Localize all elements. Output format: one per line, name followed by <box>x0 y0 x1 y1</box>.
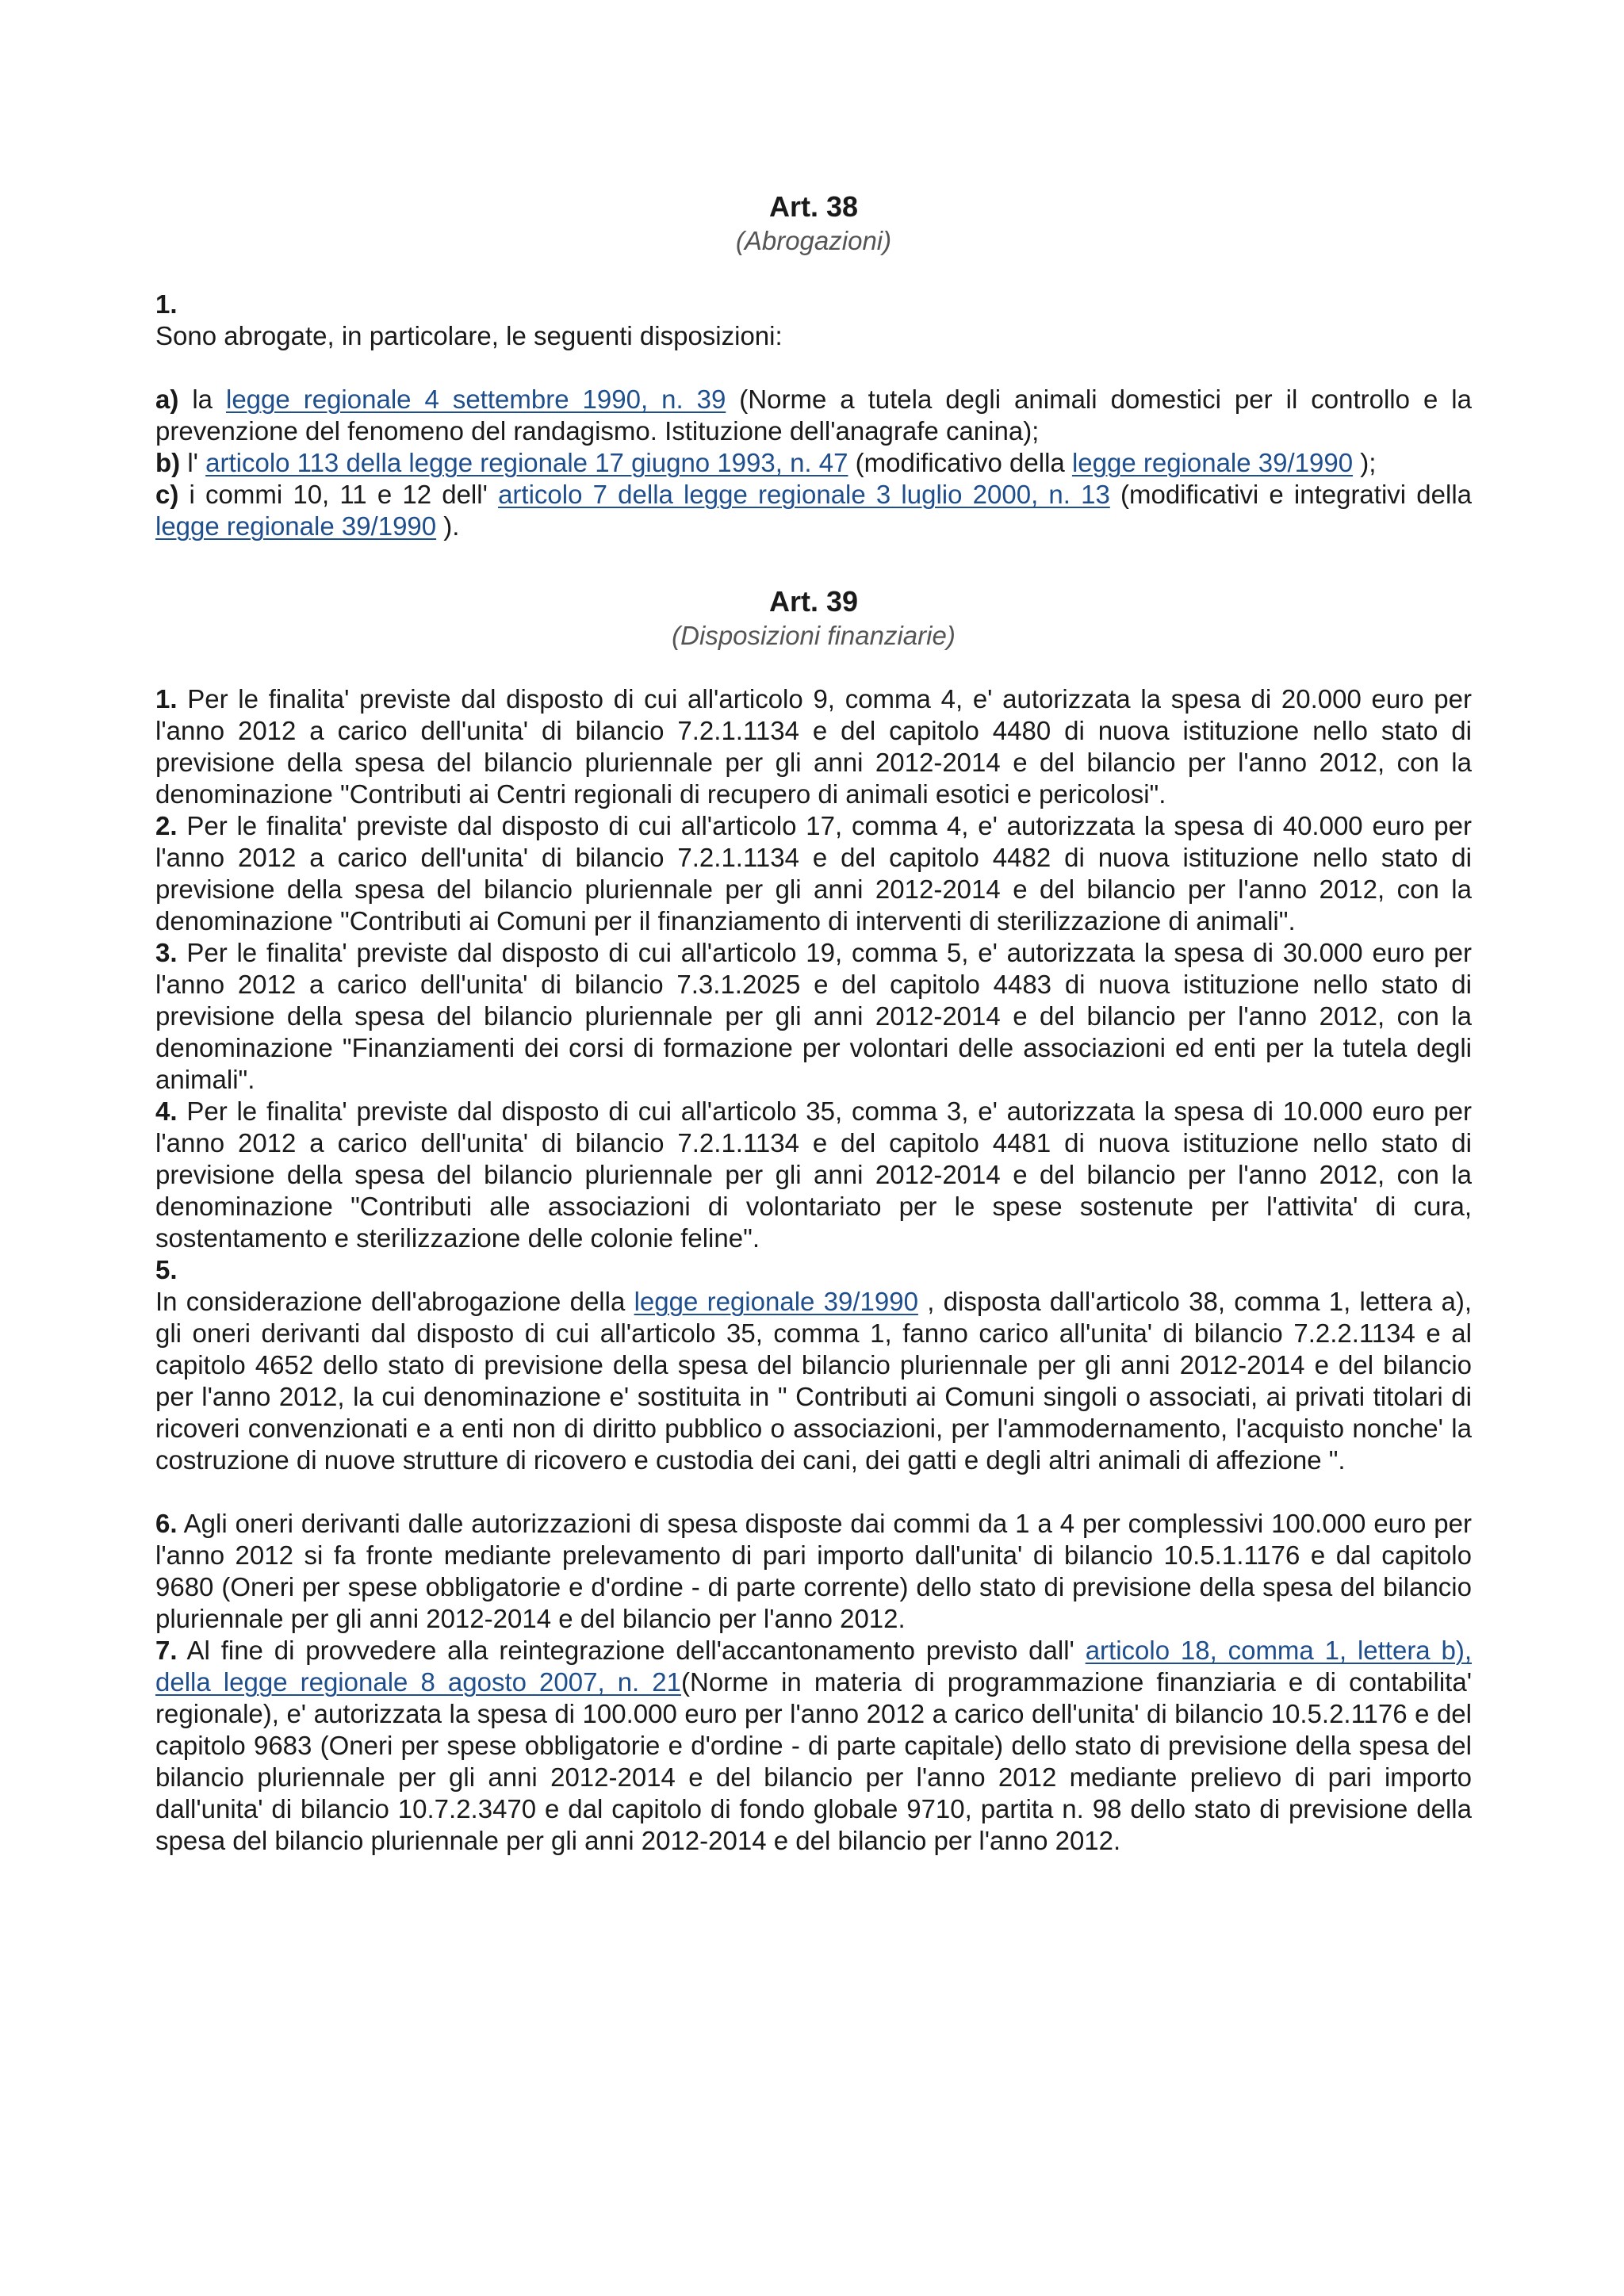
law-link[interactable]: articolo 113 della legge regionale 17 giugno 1993, n. 47 <box>205 448 848 477</box>
article-39-subtitle: (Disposizioni finanziarie) <box>672 621 956 650</box>
article-38-comma-1-number <box>155 289 1472 320</box>
article-38 <box>155 189 1472 542</box>
item-text: l' <box>180 448 206 477</box>
item-label: c) <box>155 480 179 509</box>
item-text: i commi 10, 11 e 12 dell' <box>178 480 499 509</box>
item-text: ); <box>1353 448 1377 477</box>
article-38-item-a <box>155 384 1472 447</box>
comma-number: 1. <box>155 684 178 714</box>
comma-text: , disposta dall'articolo 38, comma 1, lettera a), gli oneri derivanti dal disposto di cui all'articolo 35, comma 1, fanno carico all'unita' di bilancio 7.2.2.1134 e al capitolo 4652 dello stato di previsione della spesa del bilancio pluriennale per gli anni 2012-2014 e del bilancio per l'anno 2012, la cui denominazione e' sostituita in " Contributi ai Comuni singoli o associati, ai privati titolari di ricoveri convenzionati e a enti non di diritto pubblico o associazioni, per l'ammodernamento, l'acquisto nonche' la costruzione di nuove strutture di ricovero e custodia dei cani, dei gatti e degli altri animali di affezione ". <box>155 1287 1472 1475</box>
document-page <box>155 189 1472 1857</box>
comma-number: 6. <box>155 1509 178 1538</box>
comma-number: 5. <box>155 1255 178 1284</box>
article-38-item-b <box>155 447 1472 479</box>
article-39-comma-7 <box>155 1635 1472 1857</box>
article-39 <box>155 584 1472 1857</box>
comma-text: Per le finalita' previste dal disposto di cui all'articolo 35, comma 3, e' autorizzata la spesa di 10.000 euro per l'anno 2012 a carico dell'unita' di bilancio 7.2.1.1134 e del capitolo 4481 di nuova istituzione nello stato di previsione della spesa del bilancio pluriennale per gli anni 2012-2014 e del bilancio per l'anno 2012, con la denominazione "Contributi alle associazioni di volontariato per le spese sostenute per l'attivita' di cura, sostentamento e sterilizzazione delle colonie feline". <box>155 1096 1472 1253</box>
article-39-comma-5-number <box>155 1254 1472 1286</box>
item-label: a) <box>155 385 179 414</box>
comma-number: 7. <box>155 1636 178 1665</box>
article-39-comma-1 <box>155 683 1472 810</box>
article-38-subtitle: (Abrogazioni) <box>735 226 892 255</box>
article-39-comma-6 <box>155 1508 1472 1635</box>
item-text: ). <box>436 511 460 541</box>
comma-number: 3. <box>155 938 178 967</box>
comma-text: Per le finalita' previste dal disposto di cui all'articolo 17, comma 4, e' autorizzata la spesa di 40.000 euro per l'anno 2012 a carico dell'unita' di bilancio 7.2.1.1134 e del capitolo 4482 di nuova istituzione nello stato di previsione della spesa del bilancio pluriennale per gli anni 2012-2014 e del bilancio per l'anno 2012, con la denominazione "Contributi ai Comuni per il finanziamento di interventi di sterilizzazione di animali". <box>155 811 1472 936</box>
law-link[interactable]: legge regionale 39/1990 <box>634 1287 918 1316</box>
law-link[interactable]: articolo 18, comma 1, lettera b), della legge regionale 8 agosto 2007, n. 21 <box>155 1636 1472 1697</box>
article-39-title: Art. 39 <box>768 585 859 618</box>
item-text: (modificativi e integrativi della <box>1109 480 1473 509</box>
item-label: b) <box>155 448 181 477</box>
article-38-item-c <box>155 479 1472 542</box>
comma-number: 2. <box>155 811 178 840</box>
comma-text: Per le finalita' previste dal disposto di cui all'articolo 19, comma 5, e' autorizzata la spesa di 30.000 euro per l'anno 2012 a carico dell'unita' di bilancio 7.3.1.2025 e del capitolo 4483 di nuova istituzione nello stato di previsione della spesa del bilancio pluriennale per gli anni 2012-2014 e del bilancio per l'anno 2012, con la denominazione "Finanziamenti dei corsi di formazione per volontari delle associazioni ed enti per la tutela degli animali". <box>155 938 1472 1094</box>
comma-text: (Norme in materia di programmazione finanziaria e di contabilita' regionale), e' autorizzata la spesa di 100.000 euro per l'anno 2012 a carico dell'unita' di bilancio 10.5.2.1176 e del capitolo 9683 (Oneri per spese obbligatorie e d'ordine - di parte capitale) dello stato di previsione della spesa del bilancio pluriennale per gli anni 2012-2014 e del bilancio per l'anno 2012 mediante prelievo di pari importo dall'unita' di bilancio 10.7.2.3470 e dal capitolo di fondo globale 9710, partita n. 98 dello stato di previsione della spesa del bilancio pluriennale per gli anni 2012-2014 e del bilancio per l'anno 2012. <box>155 1667 1472 1855</box>
article-39-comma-5 <box>155 1286 1472 1476</box>
law-link[interactable]: articolo 7 della legge regionale 3 luglio 2000, n. 13 <box>498 480 1110 509</box>
article-39-comma-2 <box>155 810 1472 937</box>
article-39-comma-3 <box>155 937 1472 1096</box>
comma-text: Per le finalita' previste dal disposto di cui all'articolo 9, comma 4, e' autorizzata la spesa di 20.000 euro per l'anno 2012 a carico dell'unita' di bilancio 7.2.1.1134 e del capitolo 4480 di nuova istituzione nello stato di previsione della spesa del bilancio pluriennale per gli anni 2012-2014 e del bilancio per l'anno 2012, con la denominazione "Contributi ai Centri regionali di recupero di animali esotici e pericolosi". <box>155 684 1472 809</box>
comma-text: Al fine di provvedere alla reintegrazione dell'accantonamento previsto dall' <box>177 1636 1086 1665</box>
article-38-title: Art. 38 <box>768 190 859 223</box>
law-link[interactable]: legge regionale 39/1990 <box>155 511 437 541</box>
law-link[interactable]: legge regionale 4 settembre 1990, n. 39 <box>226 385 726 414</box>
item-text: (Norme a tutela degli animali domestici per il controllo e la prevenzione del fenomeno del randagismo. Istituzione dell'anagrafe canina); <box>155 385 1472 446</box>
item-text: (modificativo della <box>848 448 1072 477</box>
item-text: la <box>178 385 226 414</box>
law-link[interactable]: legge regionale 39/1990 <box>1071 448 1354 477</box>
comma-text: In considerazione dell'abrogazione della <box>155 1287 634 1316</box>
comma-number: 4. <box>155 1096 178 1126</box>
article-38-comma-1-text: Sono abrogate, in particolare, le seguenti disposizioni: <box>155 321 783 350</box>
comma-number: 1. <box>155 289 178 319</box>
article-39-comma-4 <box>155 1096 1472 1254</box>
comma-text: Agli oneri derivanti dalle autorizzazioni di spesa disposte dai commi da 1 a 4 per complessivi 100.000 euro per l'anno 2012 si fa fronte mediante prelevamento di pari importo dall'unita' di bilancio 10.5.1.1176 e dal capitolo 9680 (Oneri per spese obbligatorie e d'ordine - di parte corrente) dello stato di previsione della spesa del bilancio pluriennale per gli anni 2012-2014 e del bilancio per l'anno 2012. <box>155 1509 1472 1633</box>
